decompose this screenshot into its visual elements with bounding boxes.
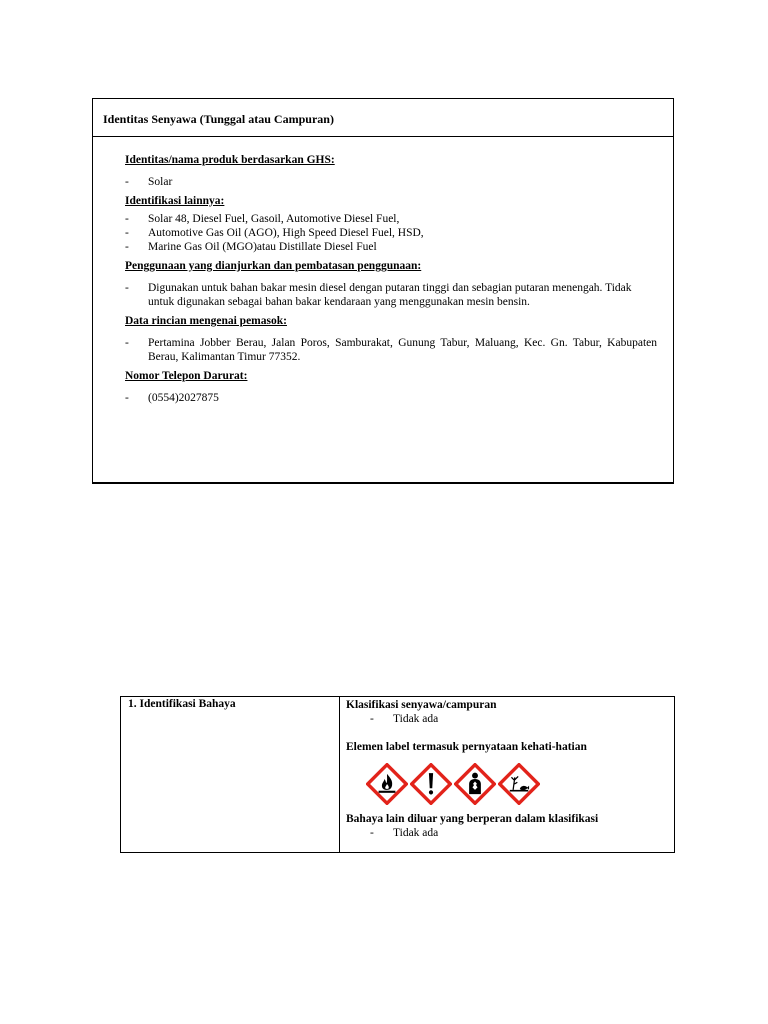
list-item: - Automotive Gas Oil (AGO), High Speed Diesel Fuel, HSD,	[125, 227, 424, 239]
exclamation-mark-icon	[410, 763, 452, 805]
list-item: - Digunakan untuk bahan bakar mesin diesel dengan putaran tinggi dan sebagian putaran menengah. Tidak untuk digunakan sebagai bahan bakar kendaraan yang menggunakan mesin bensin.	[125, 282, 632, 308]
ghs-pictograms	[366, 762, 674, 806]
section-title: Penggunaan yang dianjurkan dan pembatasan penggunaan:	[125, 260, 422, 272]
section-ghs-name	[125, 153, 657, 189]
list-item: - (0554)2027875	[125, 392, 219, 404]
list-item: - Marine Gas Oil (MGO)atau Distillate Diesel Fuel	[125, 241, 377, 253]
flame-icon	[366, 763, 408, 805]
list-item: - Solar	[125, 176, 173, 188]
hazard-details	[340, 697, 674, 852]
section-title: Identitas/nama produk berdasarkan GHS:	[125, 154, 335, 166]
section-other-identification	[125, 194, 657, 254]
other-hazards-title: Bahaya lain diluar yang berperan dalam klasifikasi	[346, 813, 599, 825]
list-item: - Solar 48, Diesel Fuel, Gasoil, Automotive Diesel Fuel,	[125, 213, 400, 225]
section-supplier	[125, 314, 657, 364]
section-title: Nomor Telepon Darurat:	[125, 370, 248, 382]
product-identity-box	[92, 98, 674, 484]
environment-hazard-icon	[498, 763, 540, 805]
classification-title: Klasifikasi senyawa/campuran	[346, 699, 497, 711]
health-hazard-icon	[454, 763, 496, 805]
section-title: Identifikasi lainnya:	[125, 195, 225, 207]
other-hazards-value: - Tidak ada	[370, 827, 439, 839]
hazard-identification-table	[120, 696, 675, 853]
section-title: Data rincian mengenai pemasok:	[125, 315, 287, 327]
product-identity-header: Identitas Senyawa (Tunggal atau Campuran)	[93, 99, 673, 137]
section-recommended-use	[125, 259, 657, 309]
product-identity-body	[93, 137, 673, 405]
list-item: - Pertamina Jobber Berau, Jalan Poros, Samburakat, Gunung Tabur, Maluang, Kec. Gn. Tabur, Kabupaten Berau, Kalimantan Timur 77352.	[125, 337, 657, 363]
section-emergency-phone	[125, 369, 657, 405]
classification-value: - Tidak ada	[370, 713, 439, 725]
label-elements-title: Elemen label termasuk pernyataan kehati-hatian	[346, 741, 587, 753]
hazard-section-label: 1. Identifikasi Bahaya	[121, 697, 340, 852]
